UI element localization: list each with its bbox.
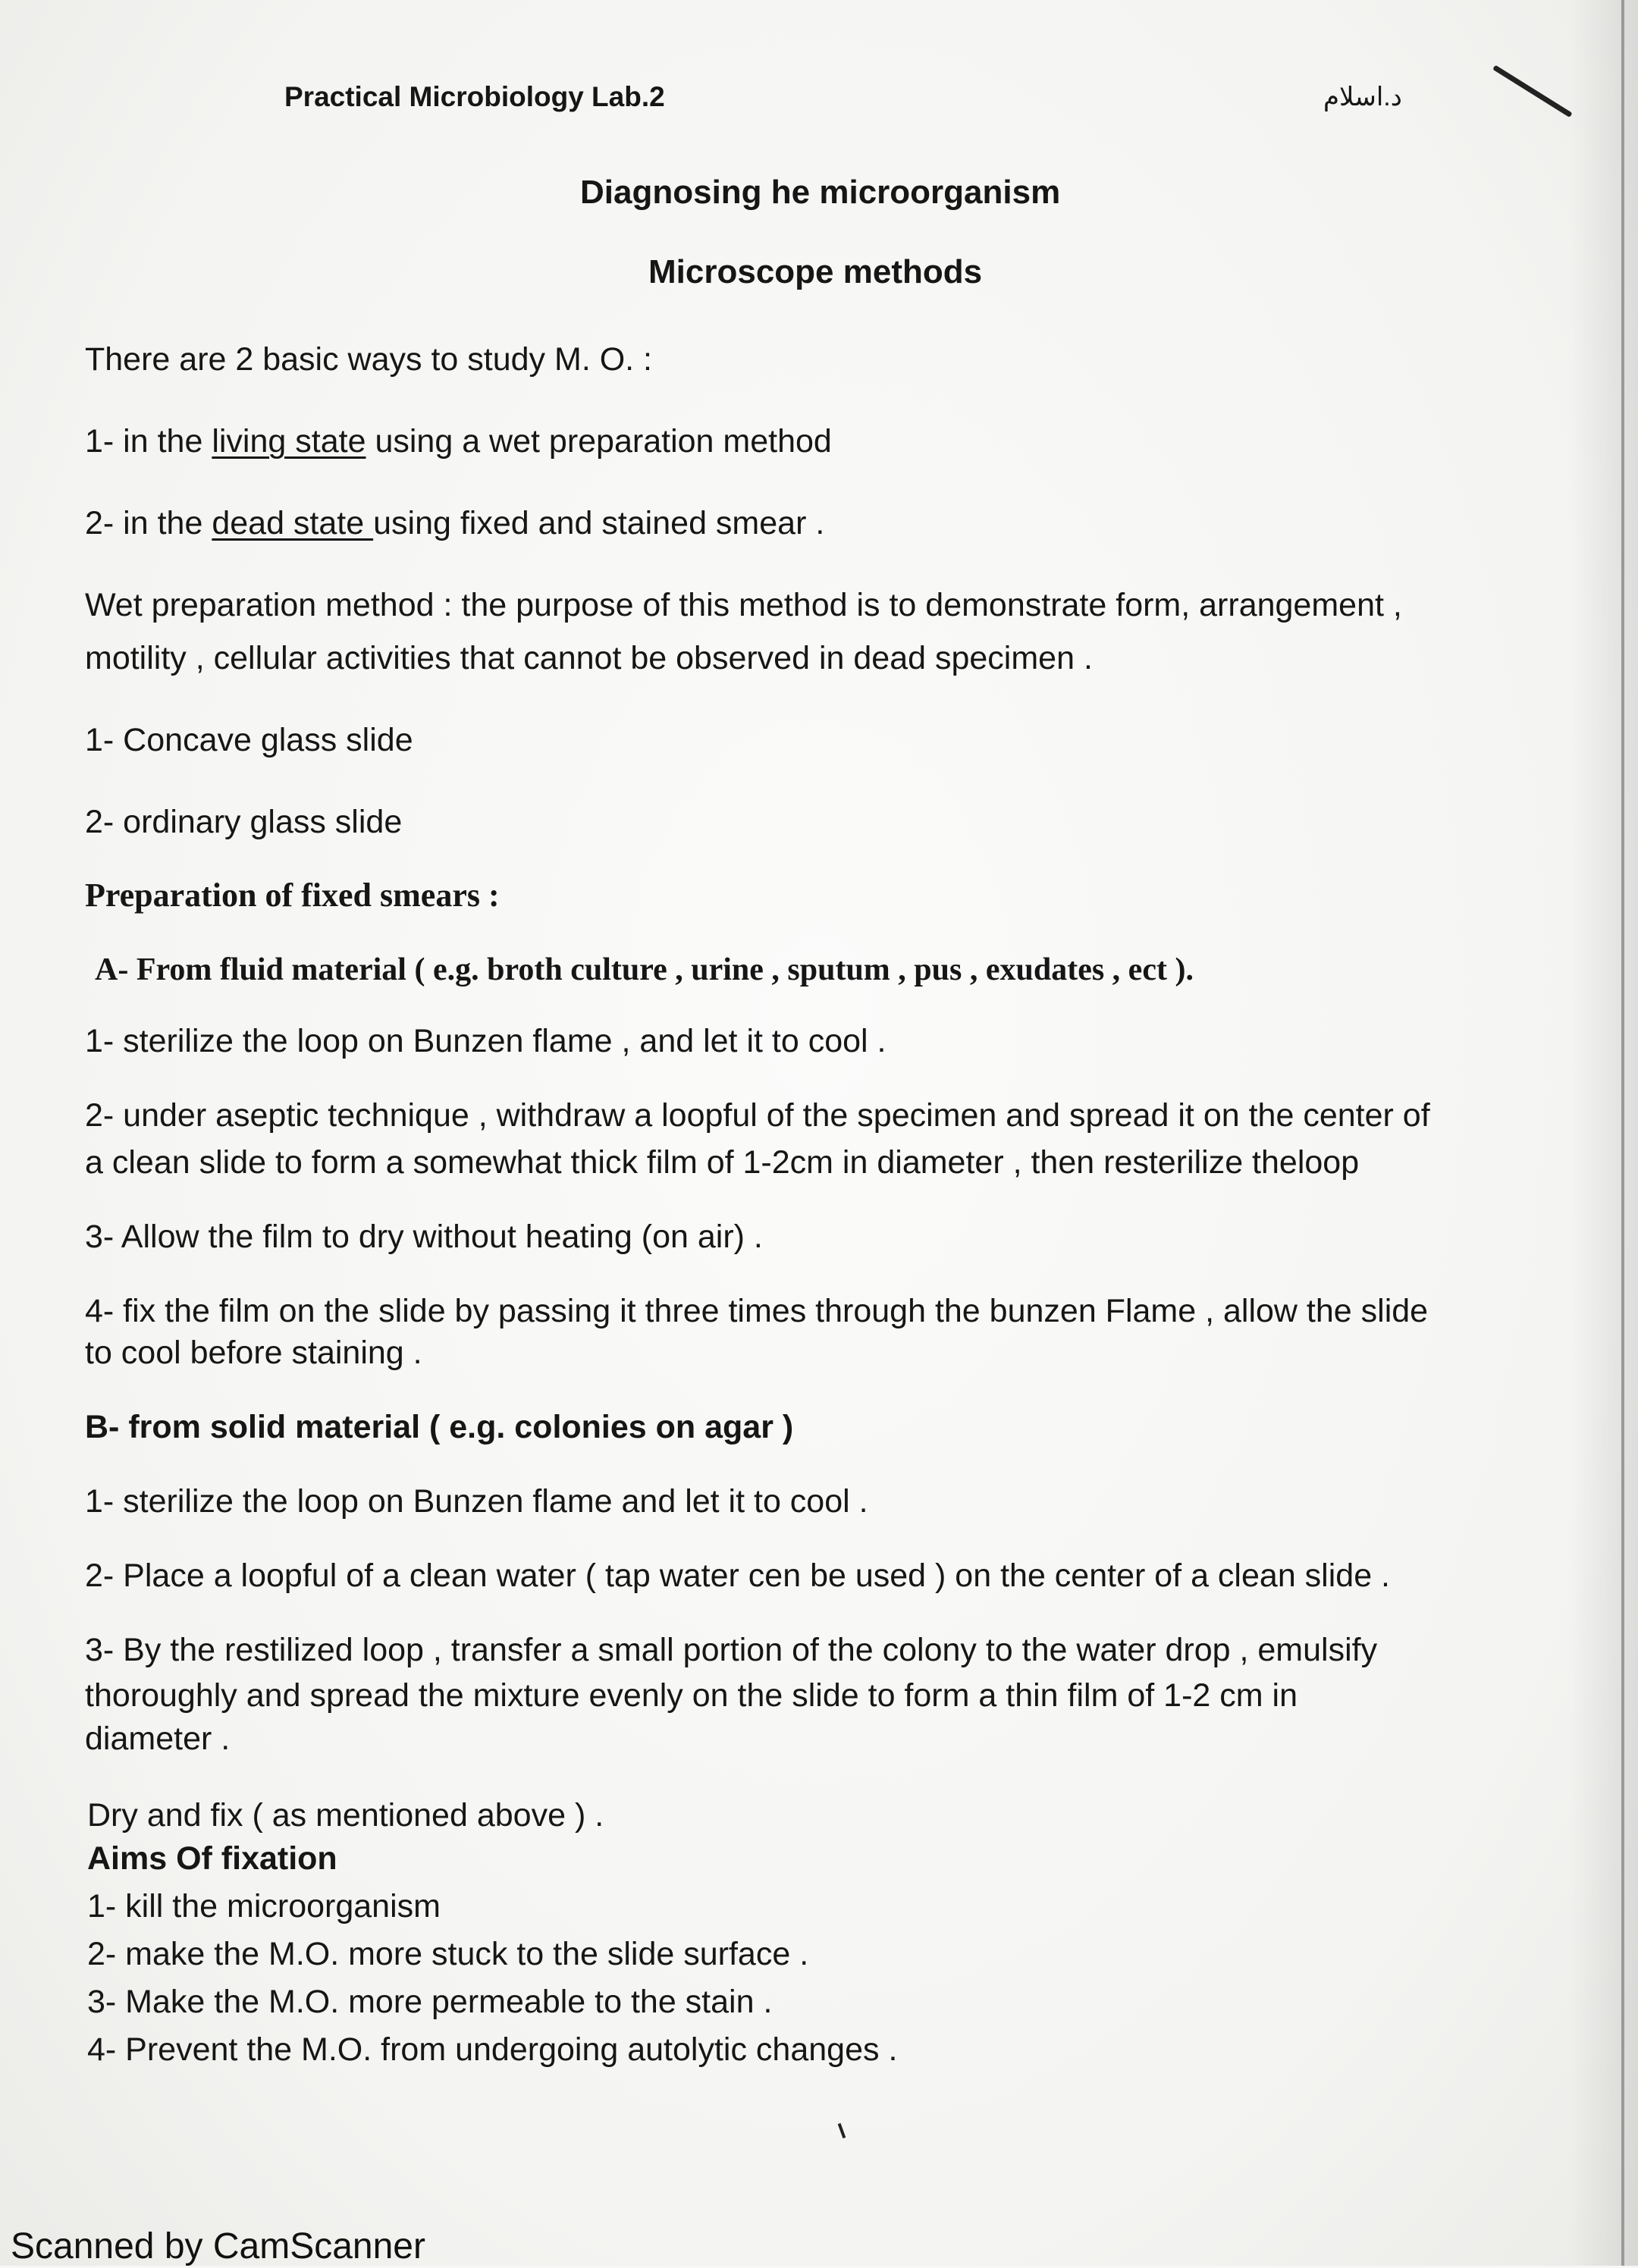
way-2-underlined: dead state [212, 505, 374, 541]
wet-prep-line-2: motility , cellular activities that cannot be observed in dead specimen . [85, 640, 1093, 676]
aim-item: 4- Prevent the M.O. from undergoing autolytic changes . [87, 2031, 898, 2068]
way-2 [85, 503, 824, 543]
pen-mark [1492, 65, 1572, 118]
course-title: Practical Microbiology Lab.2 [284, 81, 665, 112]
wet-prep-item: 2- ordinary glass slide [85, 804, 403, 840]
scanner-watermark: Scanned by CamScanner [11, 2226, 425, 2266]
page-subtitle: Microscope methods [648, 253, 983, 290]
fluid-step-2-line-2: a clean slide to form a somewhat thick film of 1-2cm in diameter , then resterilize theloop [85, 1144, 1360, 1181]
way-1-prefix: 1- in the [85, 423, 212, 460]
solid-step-3-line-1: 3- By the restilized loop , transfer a small portion of the colony to the water drop , emulsify [85, 1632, 1378, 1668]
solid-step-2: 2- Place a loopful of a clean water ( tap water cen be used ) on the center of a clean slide . [85, 1557, 1391, 1594]
way-1 [85, 422, 832, 461]
way-1-suffix: using a wet preparation method [366, 423, 832, 460]
dry-and-fix-note: Dry and fix ( as mentioned above ) . [87, 1797, 604, 1834]
solid-step-3-line-3: diameter . [85, 1721, 231, 1757]
wet-prep-line-1: Wet preparation method : the purpose of this method is to demonstrate form, arrangement , [85, 587, 1402, 623]
solid-step-3-line-2: thoroughly and spread the mixture evenly on the slide to form a thin film of 1-2 cm in [85, 1677, 1298, 1714]
fluid-step-4-line-2: to cool before staining . [85, 1335, 422, 1371]
fluid-step-3: 3- Allow the film to dry without heating (on air) . [85, 1219, 763, 1255]
fluid-step-4-line-1: 4- fix the film on the slide by passing it three times through the bunzen Flame , allow the slide [85, 1293, 1429, 1329]
fluid-step-1: 1- sterilize the loop on Bunzen flame , and let it to cool . [85, 1023, 886, 1059]
way-2-prefix: 2- in the [85, 505, 212, 541]
page-title: Diagnosing he microorganism [580, 174, 1061, 211]
fixed-smears-heading: Preparation of fixed smears : [85, 877, 500, 914]
aim-item: 2- make the M.O. more stuck to the slide surface . [87, 1936, 809, 1972]
intro-lead: There are 2 basic ways to study M. O. : [85, 341, 653, 378]
way-1-underlined: living state [212, 423, 366, 460]
aims-heading: Aims Of fixation [87, 1840, 337, 1877]
fluid-step-2-line-1: 2- under aseptic technique , withdraw a loopful of the specimen and spread it on the center of [85, 1097, 1430, 1134]
wet-prep-item: 1- Concave glass slide [85, 722, 413, 758]
aim-item: 3- Make the M.O. more permeable to the stain . [87, 1984, 773, 2020]
page-edge-line [1621, 0, 1624, 2266]
fluid-material-heading: A- From fluid material ( e.g. broth culture , urine , sputum , pus , exudates , ect ). [95, 952, 1194, 987]
page-edge-shadow [1570, 0, 1638, 2266]
aim-item: 1- kill the microorganism [87, 1888, 441, 1925]
page-mark [838, 2123, 846, 2138]
way-2-suffix: using fixed and stained smear . [373, 505, 825, 541]
solid-step-1: 1- sterilize the loop on Bunzen flame and let it to cool . [85, 1483, 868, 1520]
solid-material-heading: B- from solid material ( e.g. colonies on agar ) [85, 1409, 794, 1445]
author-name: د.اسلام [1323, 83, 1402, 111]
